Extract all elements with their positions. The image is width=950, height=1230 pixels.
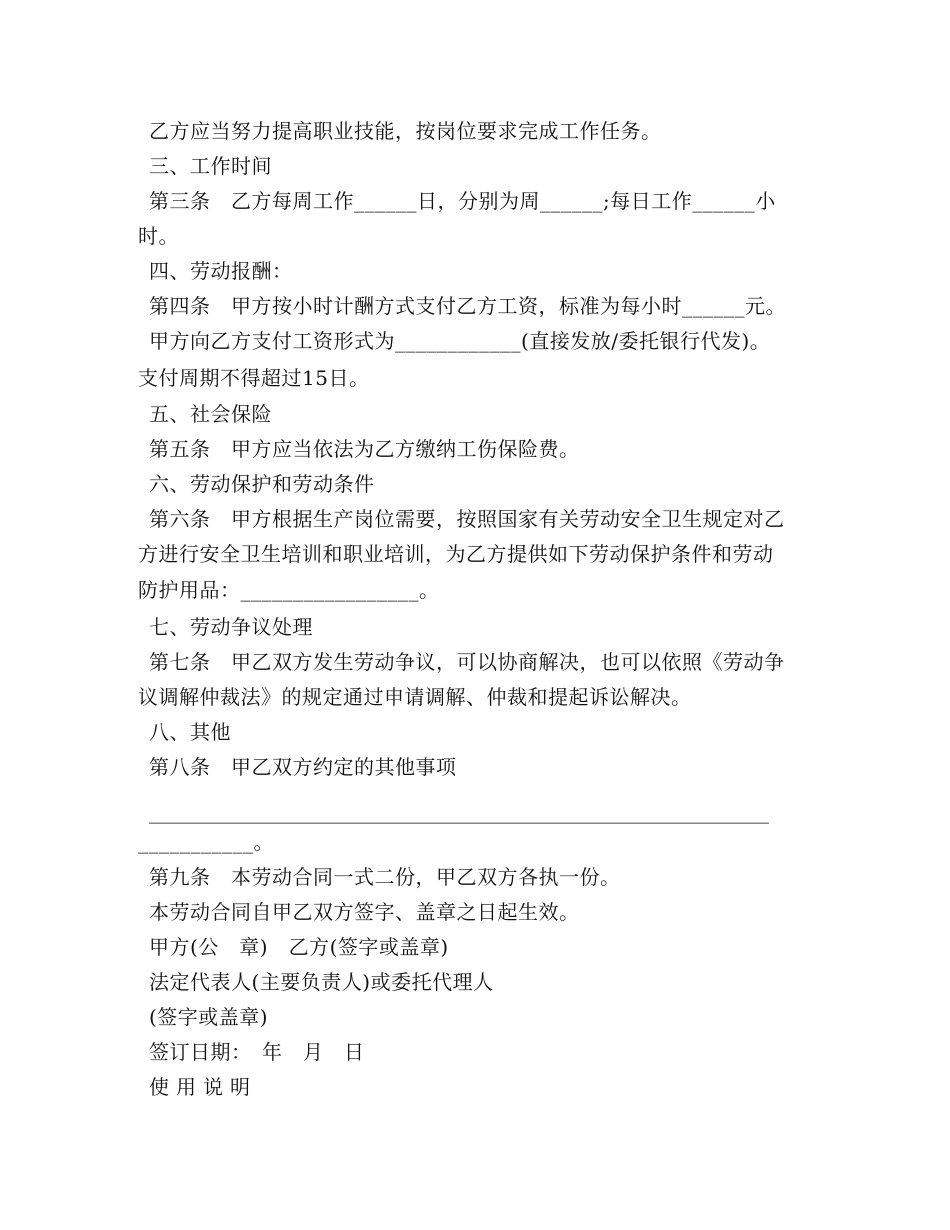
- signing-date-line: 签订日期： 年 月 日: [149, 1040, 365, 1064]
- article-7-line: 议调解仲裁法》的规定通过申请调解、仲裁和提起诉讼解决。: [138, 685, 692, 709]
- article-8-line: 第八条 甲乙双方约定的其他事项: [149, 755, 457, 779]
- article-9-line: 第九条 本劳动合同一式二份，甲乙双方各执一份。: [149, 865, 621, 889]
- blank-fill-line: ___________。: [138, 830, 274, 854]
- effective-clause: 本劳动合同自甲乙双方签字、盖章之日起生效。: [149, 900, 580, 924]
- article-7-line: 第七条 甲乙双方发生劳动争议，可以协商解决，也可以依照《劳动争: [149, 650, 785, 674]
- section-heading-work-time: 三、工作时间: [149, 154, 272, 178]
- section-heading-protection: 六、劳动保护和劳动条件: [149, 472, 375, 496]
- article-6-line: 第六条 甲方根据生产岗位需要，按照国家有关劳动安全卫生规定对乙: [149, 507, 785, 531]
- section-heading-pay: 四、劳动报酬：: [149, 259, 293, 283]
- article-4-line: 第四条 甲方按小时计酬方式支付乙方工资，标准为每小时______元。: [149, 294, 786, 318]
- usage-notes-heading: 使用说明: [149, 1075, 257, 1099]
- blank-fill-line: ______________________________________________________________: [149, 800, 769, 824]
- article-5-line: 第五条 甲方应当依法为乙方缴纳工伤保险费。: [149, 437, 580, 461]
- section-heading-insurance: 五、社会保险: [149, 402, 272, 426]
- article-3-line: 时。: [138, 224, 179, 248]
- article-4-line: 支付周期不得超过15日。: [138, 366, 370, 390]
- article-3-line: 第三条 乙方每周工作______日，分别为周______;每日工作______小: [149, 189, 776, 213]
- section-heading-other: 八、其他: [149, 720, 231, 744]
- article-6-line: 方进行安全卫生培训和职业培训，为乙方提供如下劳动保护条件和劳动: [138, 542, 774, 566]
- article-4-line: 甲方向乙方支付工资形式为____________(直接发放/委托银行代发)。: [149, 329, 771, 353]
- section-heading-dispute: 七、劳动争议处理: [149, 615, 313, 639]
- para-line: 乙方应当努力提高职业技能，按岗位要求完成工作任务。: [149, 119, 662, 143]
- representative-line: 法定代表人(主要负责人)或委托代理人: [149, 970, 494, 994]
- party-signature-line: 甲方(公 章) 乙方(签字或盖章): [149, 935, 449, 959]
- article-6-line: 防护用品：_________________。: [138, 578, 440, 602]
- sign-or-seal-line: (签字或盖章): [149, 1005, 269, 1029]
